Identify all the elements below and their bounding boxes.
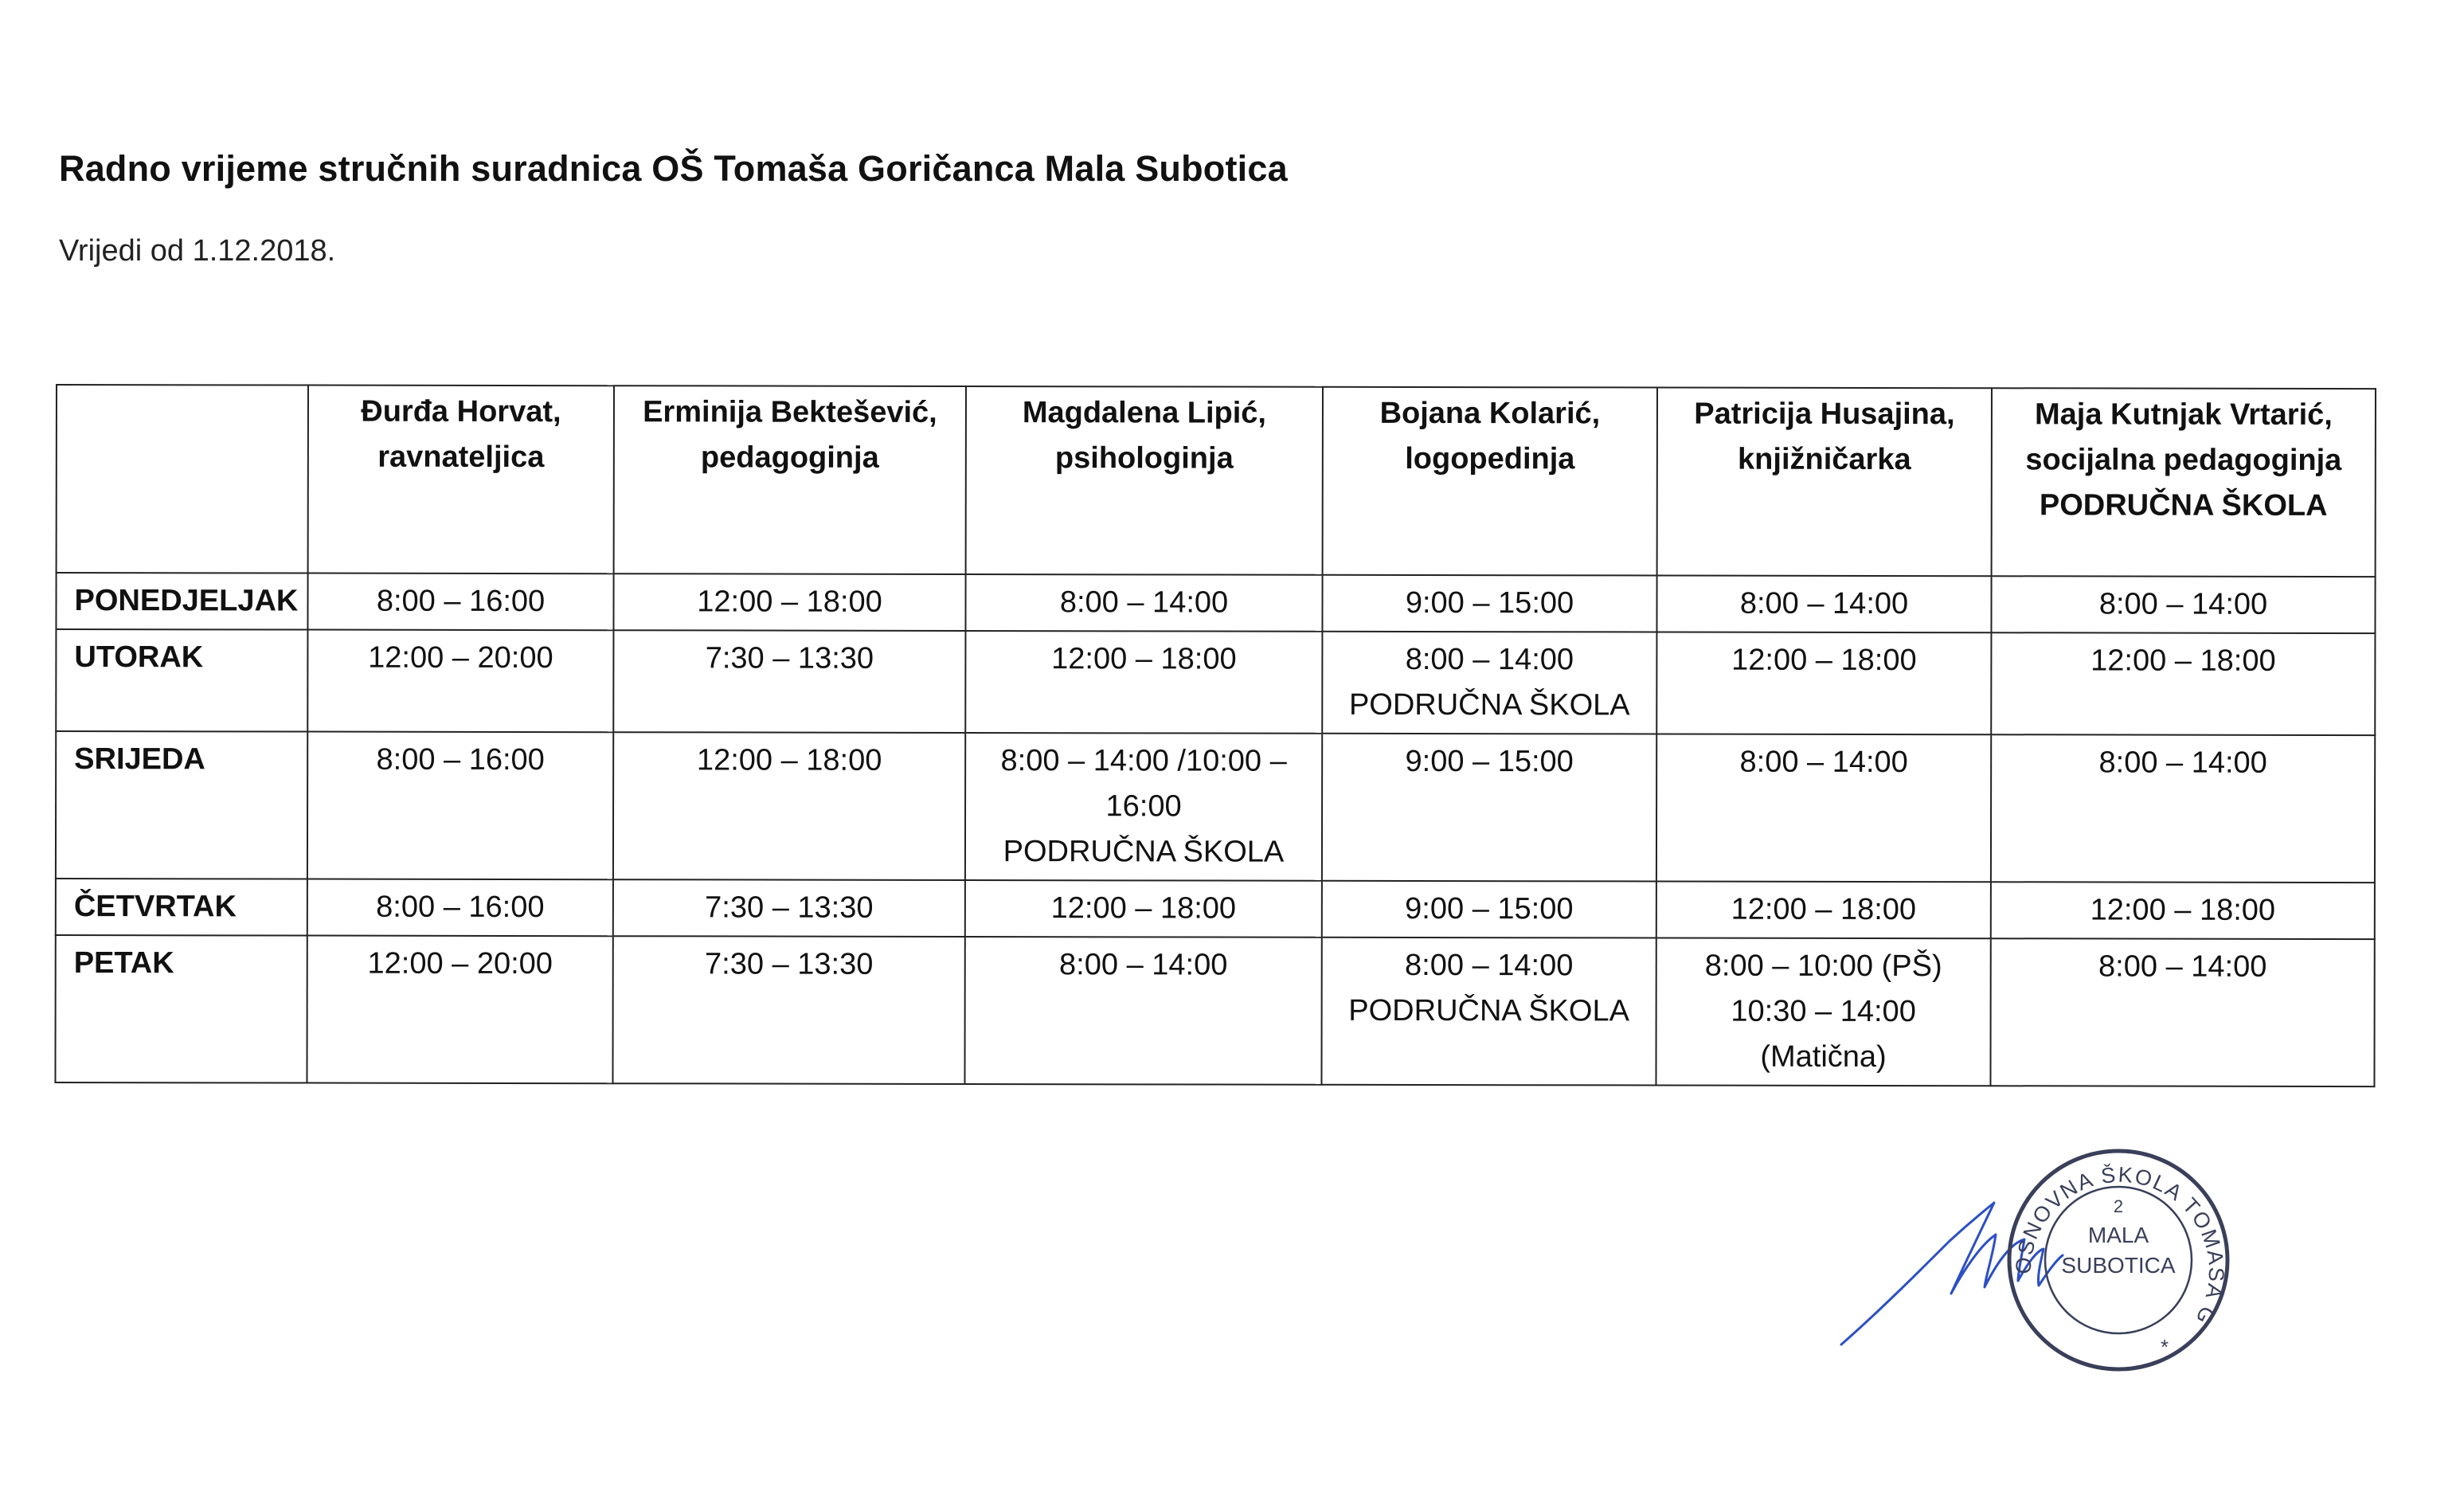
staff-header-line: Đurđa Horvat, xyxy=(361,394,561,429)
stamp-star: * xyxy=(2160,1335,2169,1359)
schedule-cell-line: 8:00 – 16:00 xyxy=(376,584,546,619)
staff-header-cell xyxy=(614,386,966,574)
schedule-cell xyxy=(307,879,613,937)
schedule-cell xyxy=(613,732,965,880)
schedule-cell-line: 12:00 – 20:00 xyxy=(368,640,553,675)
schedule-cell-line: 8:00 – 16:00 xyxy=(376,890,545,925)
schedule-cell-line: PODRUČNA ŠKOLA xyxy=(1348,687,1630,722)
schedule-cell xyxy=(612,936,964,1084)
schedule-cell xyxy=(1991,632,2375,735)
staff-header-cell xyxy=(1657,388,1992,577)
staff-header-line: socijalna pedagoginja xyxy=(2025,443,2342,478)
schedule-cell xyxy=(613,630,965,733)
schedule-cell xyxy=(964,937,1321,1085)
schedule-cell-line: 12:00 – 18:00 xyxy=(2090,893,2276,927)
signature-stamp-graphic xyxy=(1824,1123,2238,1386)
schedule-cell-line: 12:00 – 18:00 xyxy=(2090,644,2276,678)
schedule-cell-line: 16:00 xyxy=(1105,789,1182,824)
table-row xyxy=(55,935,2374,1086)
schedule-cell-line: 10:30 – 14:00 xyxy=(1731,994,1916,1029)
schedule-cell xyxy=(613,573,965,631)
schedule-cell xyxy=(1322,575,1656,632)
schedule-cell-line: 8:00 – 14:00 xyxy=(2098,949,2267,984)
staff-header-line: knjižničarka xyxy=(1738,442,1911,477)
header-corner-cell xyxy=(57,385,308,573)
table-row xyxy=(56,629,2375,735)
official-stamp xyxy=(1824,1123,2229,1369)
schedule-cell xyxy=(965,733,1322,881)
staff-header-line: PODRUČNA ŠKOLA xyxy=(2039,488,2328,523)
schedule-cell-line: 8:00 – 14:00 xyxy=(1405,642,1574,677)
staff-header-line: pedagoginja xyxy=(700,440,879,475)
staff-header-cell xyxy=(308,386,614,574)
table-row xyxy=(56,573,2375,633)
day-label: PONEDJELJAK xyxy=(56,573,307,630)
schedule-cell-line: 12:00 – 18:00 xyxy=(1050,891,1237,926)
staff-header-line: Magdalena Lipić, xyxy=(1022,396,1267,430)
schedule-cell-line: 9:00 – 15:00 xyxy=(1405,891,1574,926)
signature-and-stamp xyxy=(1824,1123,2238,1386)
schedule-cell-line: 7:30 – 13:30 xyxy=(705,947,874,981)
schedule-cell-line: 8:00 – 10:00 (PŠ) xyxy=(1704,949,1942,984)
staff-header-line: Patricija Husajina, xyxy=(1694,397,1955,432)
schedule-cell-line: 7:30 – 13:30 xyxy=(705,891,874,925)
table-row xyxy=(56,731,2375,883)
schedule-cell xyxy=(1991,576,2375,633)
schedule-cell-line: 8:00 – 14:00 xyxy=(2098,746,2267,780)
table-row xyxy=(56,879,2375,939)
stamp-center-line2: SUBOTICA xyxy=(2061,1253,2176,1278)
schedule-cell-line: 8:00 – 14:00 xyxy=(1059,948,1228,982)
schedule-cell xyxy=(1991,882,2375,939)
schedule-cell-line: 8:00 – 14:00 xyxy=(2098,587,2268,621)
day-label: PETAK xyxy=(55,935,307,1083)
staff-header-line: Erminija Bektešević, xyxy=(643,395,937,429)
staff-header-cell xyxy=(1323,387,1657,576)
schedule-cell xyxy=(307,630,613,733)
schedule-cell-line: 8:00 – 14:00 /10:00 – xyxy=(1000,744,1287,778)
header-row xyxy=(57,385,2376,577)
staff-header-line: psihologinja xyxy=(1054,441,1234,476)
staff-header-cell xyxy=(1992,388,2376,577)
schedule-cell-line: 12:00 – 20:00 xyxy=(367,946,553,981)
staff-header-cell xyxy=(966,386,1323,575)
valid-from-note: Vrijedi od 1.12.2018. xyxy=(59,234,336,268)
day-label: SRIJEDA xyxy=(56,731,307,879)
schedule-table xyxy=(54,384,2376,1087)
schedule-cell xyxy=(613,879,965,937)
staff-header-line: ravnateljica xyxy=(377,440,545,475)
day-label: ČETVRTAK xyxy=(56,879,307,936)
schedule-cell-line: 12:00 – 18:00 xyxy=(1051,642,1237,676)
document-title: Radno vrijeme stručnih suradnica OŠ Tomaša Goričanca Mala Subotica xyxy=(59,148,1288,189)
schedule-cell-line: 8:00 – 14:00 xyxy=(1739,745,1908,780)
schedule-cell xyxy=(307,732,613,880)
schedule-cell xyxy=(1656,882,1991,939)
schedule-cell xyxy=(965,880,1322,938)
day-label: UTORAK xyxy=(56,629,307,732)
stamp-center-line1: MALA xyxy=(2087,1223,2149,1247)
schedule-cell xyxy=(1656,938,1990,1086)
schedule-cell xyxy=(1322,881,1656,938)
schedule-cell xyxy=(1321,938,1656,1086)
schedule-cell-line: 12:00 – 18:00 xyxy=(697,585,882,619)
staff-header-line: Bojana Kolarić, xyxy=(1379,396,1601,431)
staff-header-line: Maja Kutnjak Vrtarić, xyxy=(2034,397,2333,432)
schedule-cell xyxy=(307,936,612,1084)
schedule-cell xyxy=(1656,576,1991,633)
staff-header-line: logopedinja xyxy=(1405,441,1575,476)
schedule-cell-line: 12:00 – 18:00 xyxy=(1731,643,1917,678)
schedule-cell-line: 8:00 – 16:00 xyxy=(376,742,545,777)
schedule-cell xyxy=(1990,938,2374,1086)
schedule-cell xyxy=(1656,734,1991,883)
schedule-cell-line: 8:00 – 14:00 xyxy=(1405,948,1574,983)
schedule-cell-line: 12:00 – 18:00 xyxy=(696,743,882,777)
schedule-cell xyxy=(1656,632,1991,735)
schedule-cell xyxy=(307,573,613,631)
schedule-cell xyxy=(965,631,1322,734)
schedule-cell-line: 7:30 – 13:30 xyxy=(705,641,874,675)
schedule-cell-line: 12:00 – 18:00 xyxy=(1731,892,1917,927)
schedule-cell-line: 9:00 – 15:00 xyxy=(1405,744,1574,779)
schedule-cell-line: 8:00 – 14:00 xyxy=(1059,585,1229,620)
schedule-cell xyxy=(965,574,1322,632)
schedule-cell-line: 8:00 – 14:00 xyxy=(1739,586,1909,621)
schedule-cell xyxy=(1991,734,2375,883)
stamp-number: 2 xyxy=(2113,1196,2124,1216)
schedule-cell xyxy=(1322,734,1656,882)
schedule-cell-line: (Matična) xyxy=(1760,1039,1887,1075)
schedule-cell xyxy=(1322,632,1656,734)
schedule-cell-line: PODRUČNA ŠKOLA xyxy=(1348,993,1629,1028)
stamp-ring-text: OSNOVNA ŠKOLA TOMAŠA G xyxy=(2011,1162,2229,1330)
schedule-cell-line: PODRUČNA ŠKOLA xyxy=(1003,835,1285,869)
schedule-cell-line: 9:00 – 15:00 xyxy=(1405,585,1574,620)
